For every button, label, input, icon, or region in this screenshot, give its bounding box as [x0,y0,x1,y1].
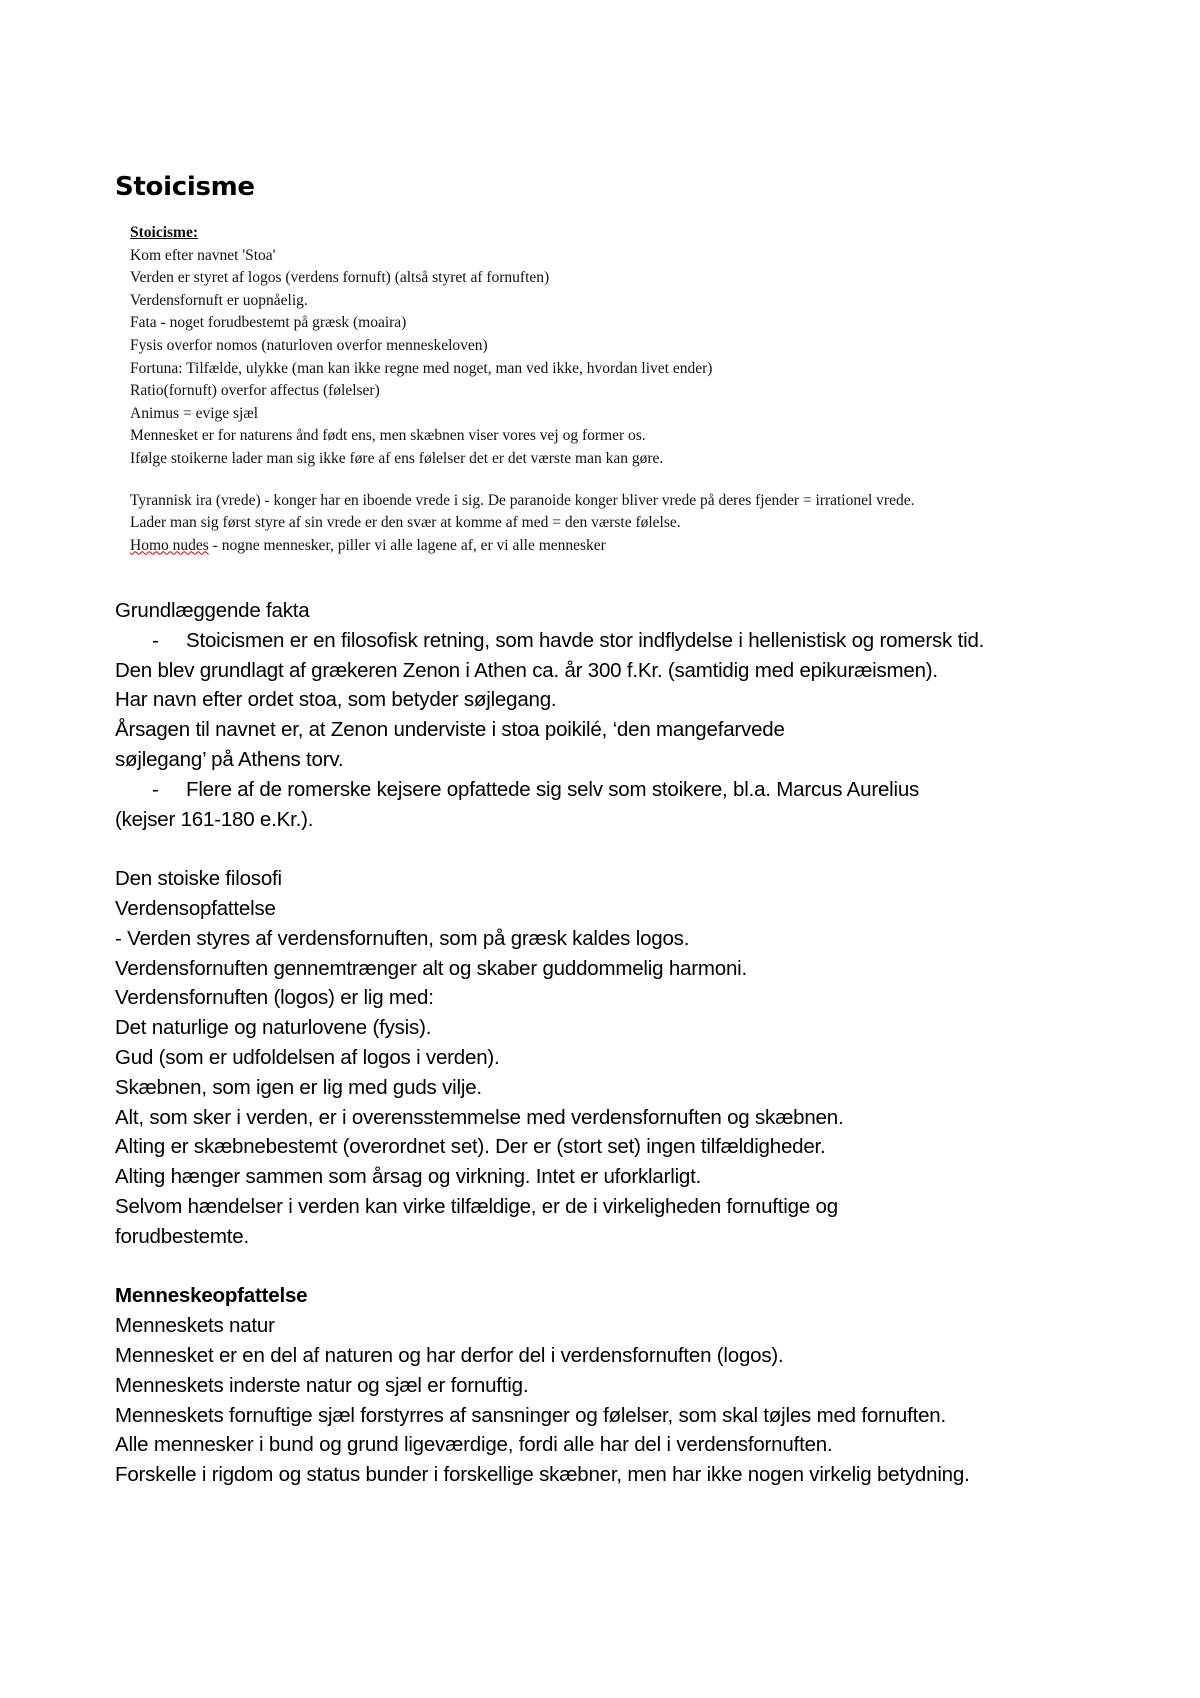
body-line: forudbestemte. [115,1224,249,1248]
scan-line: Ifølge stoikerne lader man sig ikke føre af ens følelser det er det værste man kan gøre. [130,449,664,467]
subheading-verdensopfattelse: Verdensopfattelse [115,896,276,920]
bullet-text: Flere af de romerske kejsere opfattede sig selv som stoikere, bl.a. Marcus Aurelius [186,777,920,801]
body-line: Den blev grundlagt af grækeren Zenon i Athen ca. år 300 f.Kr. (samtidig med epikuræismen). [115,658,938,682]
body-line: Selvom hændelser i verden kan virke tilfældige, er de i virkeligheden fornuftige og [115,1194,838,1218]
bullet-dash: - [152,628,159,652]
bullet-dash: - [152,777,159,801]
scan-line: Verden er styret af logos (verdens fornuft) (altså styret af fornuften) [130,269,550,287]
body-line: Menneskets fornuftige sjæl forstyrres af sansninger og følelser, som skal tøjles med fornuften. [115,1403,946,1427]
scanned-notes-image [130,222,1030,557]
scan-line: Fysis overfor nomos (naturloven overfor menneskeloven) [130,336,488,354]
scan-line: Fata - noget forudbestemt på græsk (moaira) [130,314,407,332]
body-line: søjlegang’ på Athens torv. [115,747,344,771]
body-line: Gud (som er udfoldelsen af logos i verden). [115,1045,500,1069]
scan-line: Mennesket er for naturens ånd født ens, men skæbnen viser vores vej og former os. [130,427,646,445]
blank-line [115,1252,1125,1282]
body-line: Forskelle i rigdom og status bunder i forskellige skæbner, men har ikke nogen virkelig betydning. [115,1463,970,1487]
spellcheck-word: Homo nudes [130,536,209,554]
section-heading-filosofi: Den stoiske filosofi [115,867,282,891]
scan-line: Tyrannisk ira (vrede) - konger har en iboende vrede i sig. De paranoide konger bliver vrede på deres fjender = irrationel vrede. [130,491,915,509]
body-line: Alle mennesker i bund og grund ligeværdige, fordi alle har del i verdensfornuften. [115,1433,833,1457]
body-line: Menneskets inderste natur og sjæl er fornuftig. [115,1373,529,1397]
subheading-menneskets-natur: Menneskets natur [115,1314,275,1338]
scan-line: Fortuna: Tilfælde, ulykke (man kan ikke regne med noget, man ved ikke, hvordan livet ender) [130,359,713,377]
section-heading-fakta: Grundlæggende fakta [115,599,310,622]
body-line: Alting hænger sammen som årsag og virkning. Intet er uforklarligt. [115,1165,702,1189]
document-title: Stoicisme [115,172,255,202]
scan-line: Lader man sig først styre af sin vrede er den svær at komme af med = den værste følelse. [130,514,681,532]
bullet-text: Stoicismen er en filosofisk retning, som havde stor indflydelse i hellenistisk og romersk tid. [186,628,985,652]
body-line: (kejser 161-180 e.Kr.). [115,807,314,831]
scan-heading: Stoicisme: [130,224,199,241]
body-line: Det naturlige og naturlovene (fysis). [115,1016,432,1040]
scan-line-homo-nudes [130,535,1030,558]
body-line: Verdensfornuften (logos) er lig med: [115,986,434,1010]
scan-line: Kom efter navnet 'Stoa' [130,246,276,264]
body-line: Alt, som sker i verden, er i overensstemmelse med verdensfornuften og skæbnen. [115,1105,844,1129]
body-line: - Verden styres af verdensfornuften, som på græsk kaldes logos. [115,926,690,950]
blank-line [115,834,1125,864]
bullet-item [115,775,1125,805]
body-line: Verdensfornuften gennemtrænger alt og skaber guddommelig harmoni. [115,956,747,980]
body-line: Har navn efter ordet stoa, som betyder søjlegang. [115,688,557,712]
body-line: Årsagen til navnet er, at Zenon underviste i stoa poikilé, ‘den mangefarvede [115,718,785,742]
scan-line: Verdensfornuft er uopnåelig. [130,291,308,309]
document-body [115,596,1125,1490]
scan-line: Ratio(fornuft) overfor affectus (følelser) [130,382,380,400]
body-line: Mennesket er en del af naturen og har derfor del i verdensfornuften (logos). [115,1343,784,1367]
scan-line-rest: - nogne mennesker, piller vi alle lagene af, er vi alle mennesker [208,536,606,554]
body-line: Alting er skæbnebestemt (overordnet set). Der er (stort set) ingen tilfældigheder. [115,1135,826,1159]
body-line: Skæbnen, som igen er lig med guds vilje. [115,1075,482,1099]
scan-gap [130,471,1030,490]
bullet-item [115,626,1125,656]
scan-line: Animus = evige sjæl [130,404,259,422]
section-heading-menneskeopfattelse: Menneskeopfattelse [115,1284,308,1308]
